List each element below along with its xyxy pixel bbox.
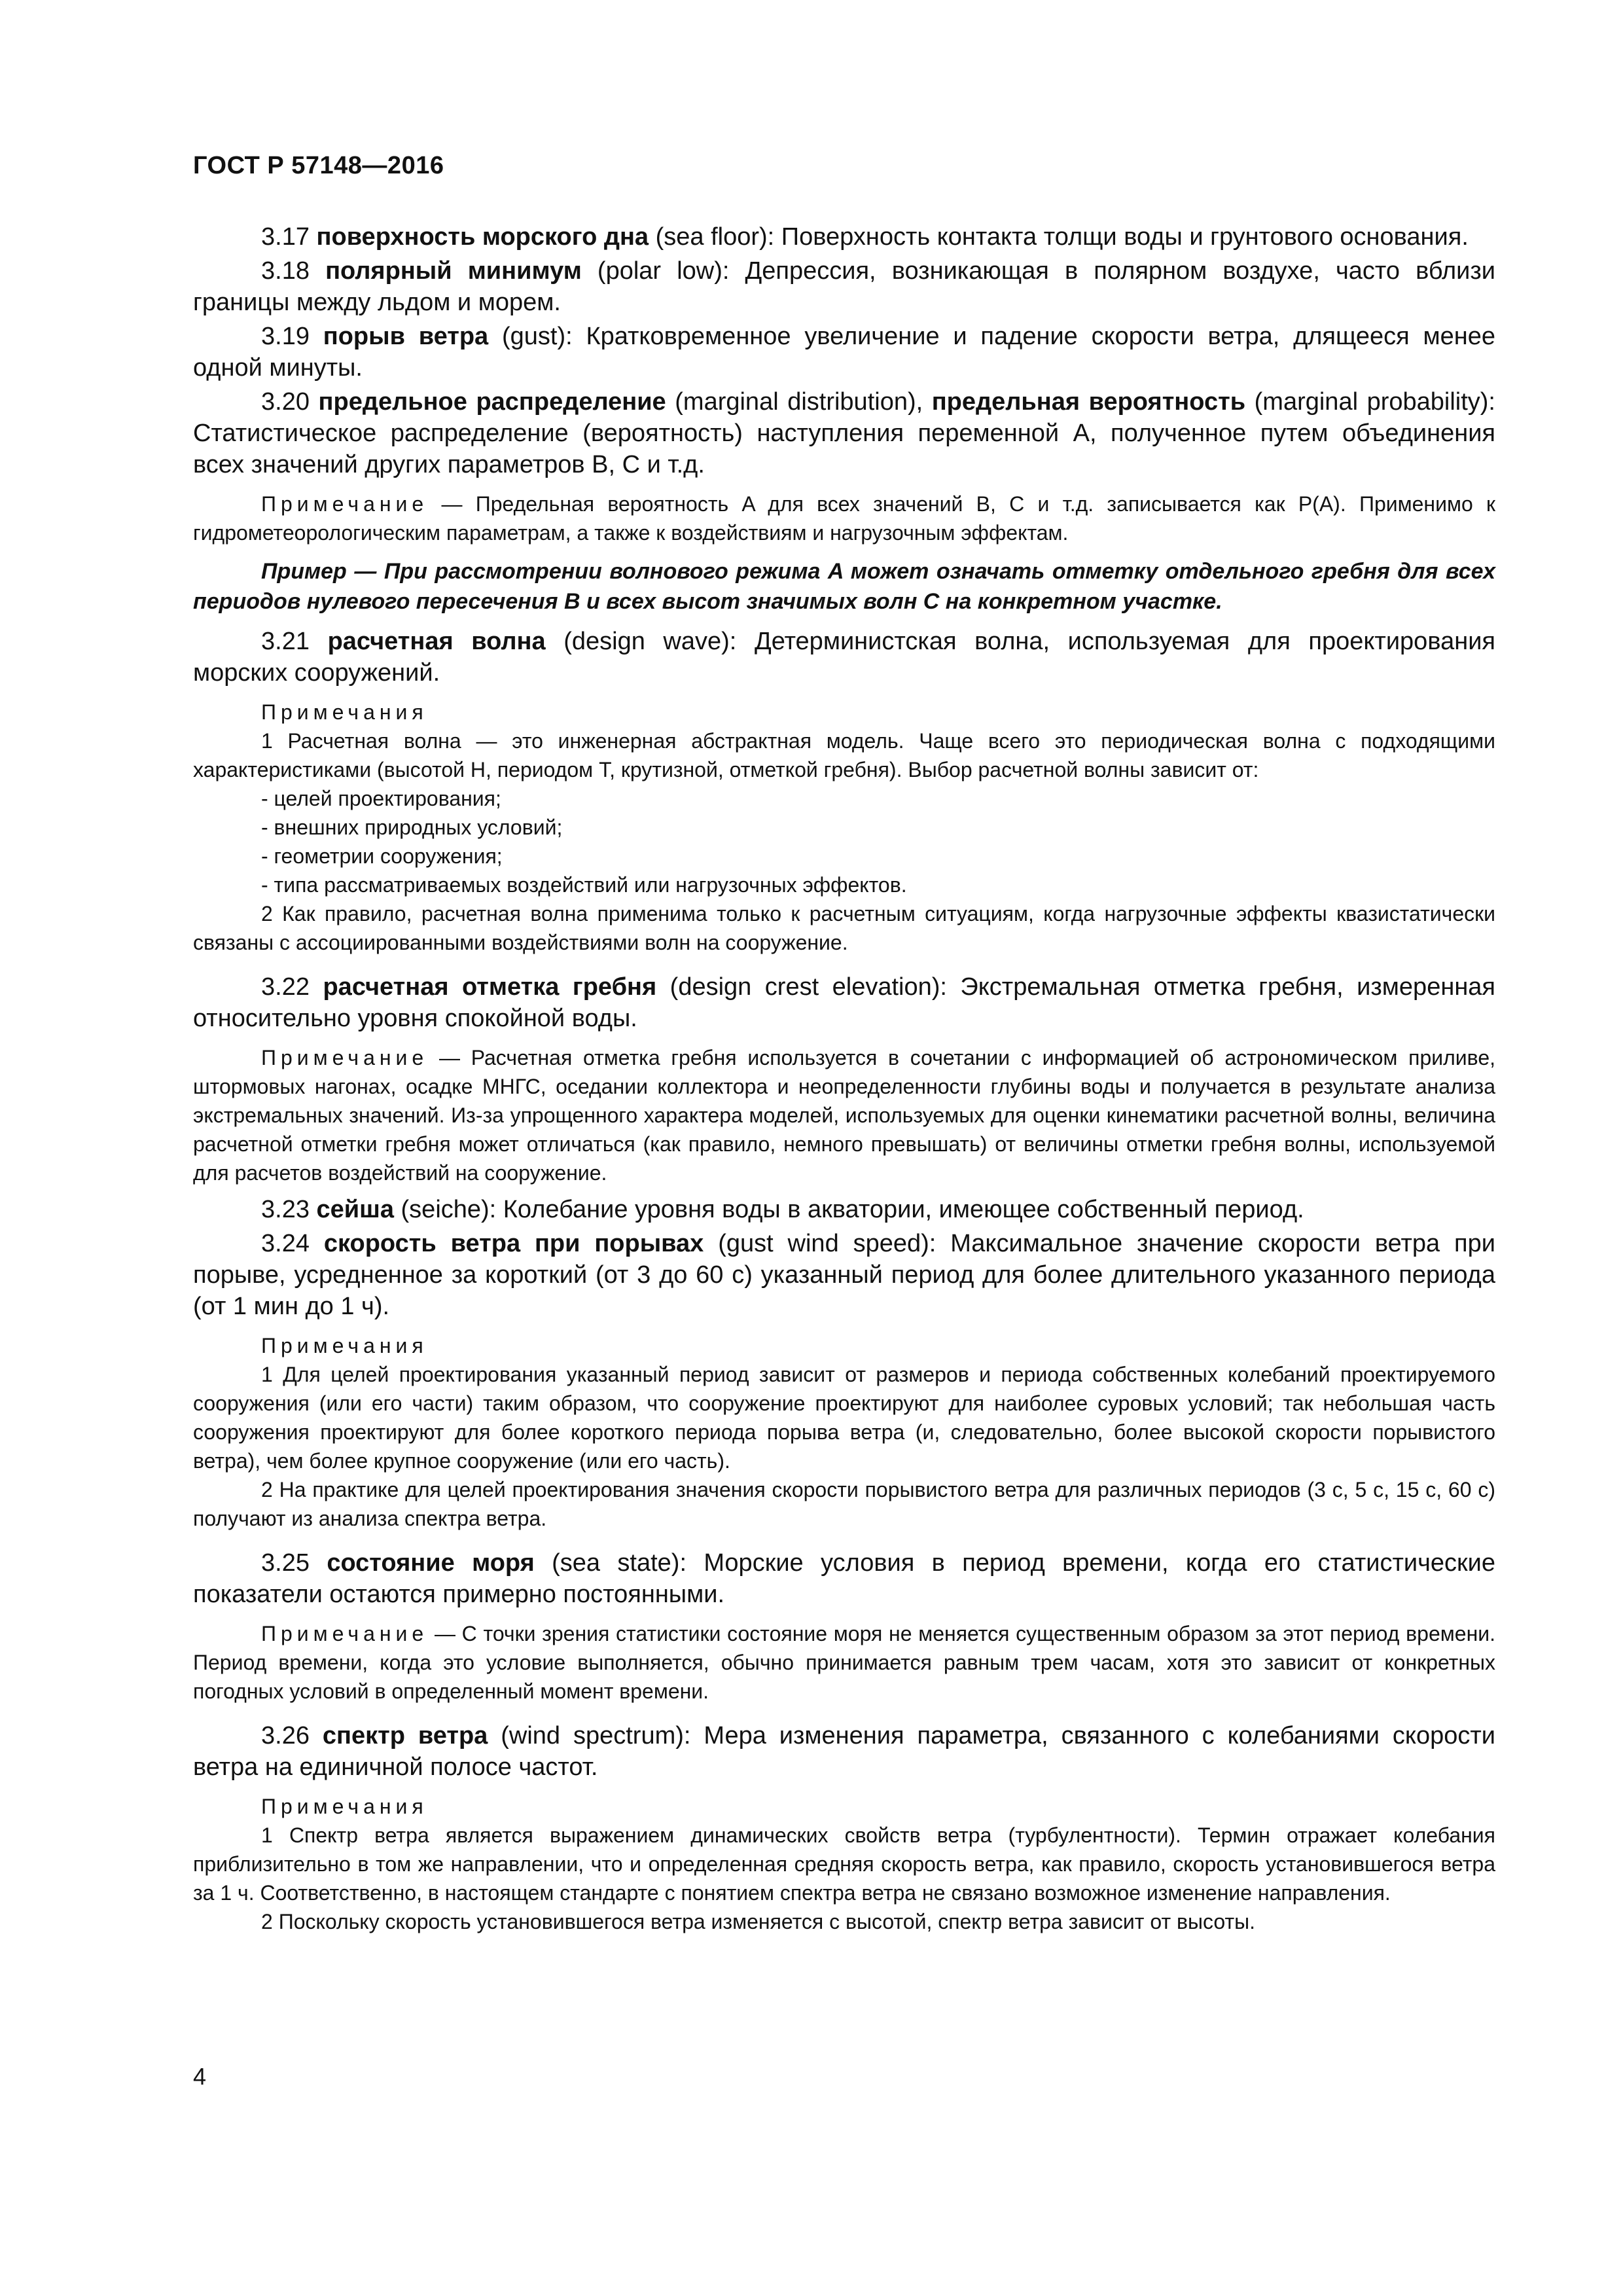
term-title: состояние моря [327, 1549, 535, 1577]
term-title: сейша [316, 1196, 394, 1223]
term-3-20 [193, 386, 1495, 480]
notes-label: Примечания [261, 1334, 428, 1357]
term-definition: (gust): Кратковременное увеличение и падение скорости ветра, длящееся менее одной минуты. [193, 323, 1495, 382]
term-number: 3.26 [261, 1722, 310, 1749]
term-title: расчетная отметка гребня [323, 973, 657, 1001]
term-definition: (marginal probability): Статистическое распределение (вероятность) наступления переменной A, полученное путем объединения всех значений других параметров B, C и т.д. [193, 388, 1495, 478]
note-label: Примечание [261, 492, 429, 516]
term-definition: (sea floor): Поверхность контакта толщи воды и грунтового основания. [649, 223, 1469, 251]
term-number: 3.23 [261, 1196, 310, 1223]
list-item: - типа рассматриваемых воздействий или нагрузочных эффектов. [261, 873, 907, 897]
term-number: 3.24 [261, 1230, 310, 1257]
page-number: 4 [193, 2063, 207, 2090]
term-3-18 [193, 255, 1495, 318]
term-title: предельное распределение [318, 388, 666, 416]
notes-label: Примечания [261, 700, 428, 724]
term-definition: (design wave): Детерминистская волна, используемая для проектирования морских сооружений. [193, 628, 1495, 687]
term-3-24 [193, 1228, 1495, 1322]
notes-3-26 [193, 1792, 1495, 1936]
term-3-23 [193, 1194, 1495, 1225]
term-3-22 [193, 971, 1495, 1034]
term-definition: (sea state): Морские условия в период времени, когда его статистические показатели остаются примерно постоянными. [193, 1549, 1495, 1608]
note-text: — С точки зрения статистики состояние моря не меняется существенным образом за этот период времени. Период времени, когда это условие выполняется, обычно принимается равным трем часам, хотя это зависит от конкретных погодных условий в определенный момент времени. [193, 1622, 1495, 1703]
term-title: полярный минимум [325, 257, 582, 285]
term-definition: (gust wind speed): Максимальное значение скорости ветра при порыве, усредненное за короткий (от 3 до 60 с) указанный период для более длительного указанного периода (от 1 мин до 1 ч). [193, 1230, 1495, 1320]
term-number: 3.25 [261, 1549, 310, 1577]
notes-3-21 [193, 698, 1495, 957]
note-3-22 [193, 1043, 1495, 1187]
term-number: 3.22 [261, 973, 310, 1001]
term-title: порыв ветра [323, 323, 489, 350]
note-2: 2 Поскольку скорость установившегося ветра изменяется с высотой, спектр ветра зависит от высоты. [261, 1910, 1255, 1933]
term-definition: (polar low): Депрессия, возникающая в полярном воздухе, часто вблизи границы между льдом и морем. [193, 257, 1495, 316]
term-number: 3.19 [261, 323, 310, 350]
term-3-21 [193, 626, 1495, 689]
term-3-17 [193, 221, 1495, 253]
note-2: 2 На практике для целей проектирования значения скорости порывистого ветра для различных периодов (3 с, 5 с, 15 с, 60 с) получают из анализа спектра ветра. [193, 1478, 1495, 1530]
note-1: 1 Спектр ветра является выражением динамических свойств ветра (турбулентности). Термин отражает колебания приблизительно в том же направлении, что и определенная средняя скорость ветра, как правило, скорость установившегося ветра за 1 ч. Соответственно, в настоящем стандарте с понятием спектра ветра не связано возможное изменение направления. [193, 1823, 1495, 1905]
term-number: 3.21 [261, 628, 310, 655]
note-2: 2 Как правило, расчетная волна применима только к расчетным ситуациям, когда нагрузочные эффекты квазистатически связаны с ассоциированными воздействиями волн на сооружение. [193, 902, 1495, 954]
list-item: - целей проектирования; [261, 787, 501, 810]
list-item: - геометрии сооружения; [261, 844, 503, 868]
document-body [193, 221, 1495, 1943]
note-label: Примечание [261, 1046, 429, 1069]
note-1: 1 Для целей проектирования указанный период зависит от размеров и периода собственных колебаний проектируемого сооружения (или его части) таким образом, что сооружение проектируют для наиболее суровых условий; так небольшая часть сооружения проектируют для более короткого периода порыва ветра (и, следовательно, более высокой скорости порывистого ветра), чем более крупное сооружение (или его часть). [193, 1363, 1495, 1473]
note-text: — Расчетная отметка гребня используется в сочетании с информацией об астрономическом приливе, штормовых нагонах, осадке МНГС, оседании коллектора и неопределенности глубины воды и получается в результате анализа экстремальных значений. Из-за упрощенного характера моделей, используемых для оценки кинематики расчетной волны, величина расчетной отметки гребня может отличаться (как правило, немного превышать) от величины отметки гребня волны, используемой для расчетов воздействий на сооружение. [193, 1046, 1495, 1185]
notes-label: Примечания [261, 1795, 428, 1818]
term-3-26 [193, 1720, 1495, 1783]
term-title: скорость ветра при порывах [323, 1230, 704, 1257]
term-title: спектр ветра [322, 1722, 488, 1749]
term-title: расчетная волна [327, 628, 546, 655]
standard-code-header: ГОСТ Р 57148—2016 [193, 152, 444, 179]
term-3-19 [193, 321, 1495, 384]
list-item: - внешних природных условий; [261, 816, 563, 839]
term-number: 3.20 [261, 388, 310, 416]
term-definition: (seiche): Колебание уровня воды в акватории, имеющее собственный период. [393, 1196, 1304, 1223]
note-label: Примечание [261, 1622, 429, 1645]
term-definition: (wind spectrum): Мера изменения параметра, связанного с колебаниями скорости ветра на единичной полосе частот. [193, 1722, 1495, 1781]
term-number: 3.18 [261, 257, 310, 285]
note-list [193, 784, 1495, 899]
term-number: 3.17 [261, 223, 310, 251]
example-3-20: Пример — При рассмотрении волнового режима A может означать отметку отдельного гребня для всех периодов нулевого пересечения B и всех высот значимых волн C на конкретном участке. [193, 559, 1495, 614]
note-3-25 [193, 1619, 1495, 1706]
term-definition: (design crest elevation): Экстремальная отметка гребня, измеренная относительно уровня спокойной воды. [193, 973, 1496, 1032]
note-1: 1 Расчетная волна — это инженерная абстрактная модель. Чаще всего это периодическая волна с подходящими характеристиками (высотой H, периодом T, крутизной, отметкой гребня). Выбор расчетной волны зависит от: [193, 729, 1495, 781]
term-title: поверхность морского дна [316, 223, 649, 251]
note-text: — Предельная вероятность A для всех значений B, C и т.д. записывается как P(A). Применимо к гидрометеорологическим параметрам, а также к воздействиям и нагрузочным эффектам. [193, 492, 1495, 545]
term-3-25 [193, 1547, 1495, 1610]
term-english: (marginal distribution), [666, 388, 932, 416]
notes-3-24 [193, 1331, 1495, 1533]
term-title-alt: предельная вероятность [931, 388, 1246, 416]
note-3-20 [193, 490, 1495, 547]
